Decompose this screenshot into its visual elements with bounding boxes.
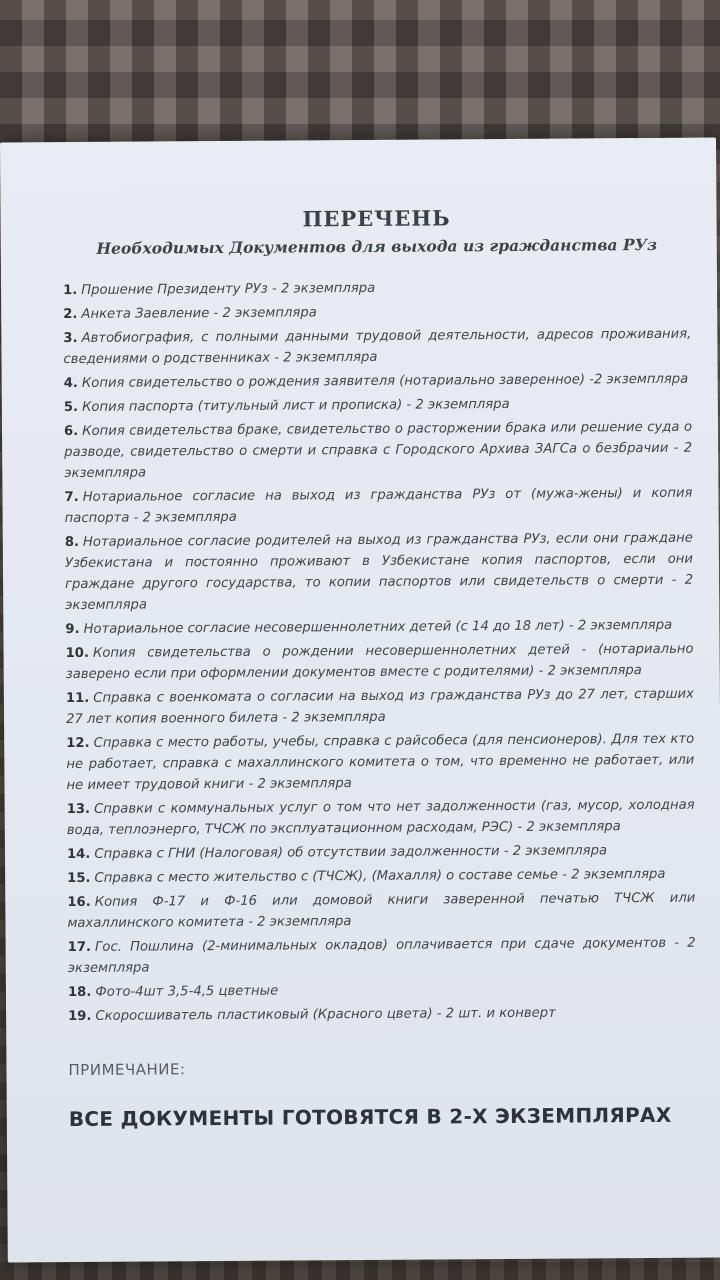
document-subtitle: Необходимых Документов для выхода из гражданства РУз bbox=[96, 234, 658, 258]
item-number: 10. bbox=[65, 645, 90, 662]
list-item bbox=[65, 615, 693, 640]
list-item bbox=[63, 300, 691, 325]
list-item bbox=[64, 417, 692, 484]
list-item bbox=[64, 393, 692, 418]
item-text: Прошение Президенту РУз - 2 экземпляра bbox=[81, 280, 376, 298]
item-text: Копия свидетельство о рождения заявителя (нотариально заверенное) -2 экземпляра bbox=[81, 371, 689, 391]
item-text: Копия Ф-17 и Ф-16 или домовой книги заверенной печатью ТЧСЖ или махаллинского комитета - 2 экземпляра bbox=[67, 890, 696, 932]
item-text: Копия свидетельства браке, свидетельство о расторжении брака или решение суда о разводе, свидетельство о смерти и справка с Городского Архива ЗАГСа о безбрачии - 2 экземпляра bbox=[64, 419, 693, 482]
document-sheet bbox=[0, 138, 720, 1263]
list-item bbox=[65, 528, 694, 616]
item-number: 4. bbox=[63, 375, 78, 392]
item-number: 3. bbox=[63, 330, 78, 347]
item-number: 15. bbox=[67, 870, 91, 887]
item-number: 17. bbox=[67, 939, 92, 956]
item-text: Гос. Пошлина (2-минимальных окладов) оплачивается при сдаче документов - 2 экземпляра bbox=[67, 935, 696, 977]
list-item bbox=[64, 483, 692, 529]
item-text: Справка с место работы, учебы, справка с райсобеса (для пенсионеров). Для тех кто не работает, справка с махаллинского комитета о том, что временно не работает, или не имеет трудовой книги - 2 экземпляра bbox=[66, 731, 695, 794]
item-number: 2. bbox=[63, 306, 78, 323]
note-label: ПРИМЕЧАНИЕ: bbox=[68, 1060, 186, 1080]
item-text: Копия свидетельства о рождении несовершеннолетних детей - (нотариально заверено если при оформлении документов вместе с родителями) - 2 экземпляра bbox=[65, 641, 694, 683]
item-number: 13. bbox=[66, 801, 91, 818]
document-list bbox=[63, 276, 696, 1027]
item-text: Нотариальное согласие несовершеннолетних детей (с 14 до 18 лет) - 2 экземпляра bbox=[83, 617, 673, 637]
list-item bbox=[67, 795, 695, 841]
list-item bbox=[67, 864, 695, 889]
item-number: 9. bbox=[65, 621, 80, 638]
footer-notice: ВСЕ ДОКУМЕНТЫ ГОТОВЯТСЯ В 2-Х ЭКЗЕМПЛЯРАХ bbox=[68, 1102, 672, 1132]
item-text: Скоросшиватель пластиковый (Красного цвета) - 2 шт. и конверт bbox=[95, 1005, 556, 1024]
list-item bbox=[67, 888, 695, 934]
item-text: Справка с ГНИ (Налоговая) об отсутствии задолженности - 2 экземпляра bbox=[94, 843, 608, 862]
item-number: 16. bbox=[67, 894, 91, 911]
fabric-background bbox=[0, 0, 720, 150]
document-title: ПЕРЕЧЕНЬ bbox=[302, 205, 451, 232]
item-text: Автобиография, с полными данными трудовой деятельности, адресов проживания, сведениями о родственниках - 2 экземпляра bbox=[63, 326, 692, 368]
item-number: 12. bbox=[66, 735, 90, 752]
item-text: Справка с военкомата о согласии на выход из гражданства РУз до 27 лет, старших 27 лет копия военного билета - 2 экземпляра bbox=[65, 686, 694, 728]
list-item bbox=[66, 684, 694, 730]
list-item bbox=[66, 639, 694, 685]
item-text: Фото-4шт 3,5-4,5 цветные bbox=[95, 983, 279, 1000]
list-item bbox=[68, 1002, 696, 1027]
item-number: 1. bbox=[62, 282, 78, 299]
list-item bbox=[68, 978, 696, 1003]
item-text: Нотариальное согласие родителей на выход из гражданства РУз, если они граждане Узбекистана и постоянно проживают в Узбекистане копия паспортов, если они граждане другого государства, то копии паспортов или свидетельств о смерти - 2 экземпляра bbox=[64, 530, 694, 614]
item-number: 7. bbox=[64, 489, 79, 506]
item-number: 19. bbox=[68, 1008, 92, 1025]
item-text: Анкета Заевление - 2 экземпляра bbox=[81, 305, 317, 322]
item-number: 8. bbox=[64, 534, 80, 551]
list-item bbox=[63, 324, 691, 370]
list-item bbox=[66, 729, 694, 796]
item-number: 5. bbox=[63, 399, 79, 416]
item-number: 18. bbox=[67, 984, 92, 1001]
item-number: 14. bbox=[66, 846, 91, 863]
item-text: Нотариальное согласие на выход из гражданства РУз от (мужа-жены) и копия паспорта - 2 экземпляра bbox=[64, 485, 693, 527]
list-item bbox=[64, 369, 692, 394]
item-text: Справка с место жительство с (ТЧСЖ), (Махалля) о составе семье - 2 экземпляра bbox=[94, 866, 666, 886]
document-content bbox=[62, 204, 696, 1131]
item-text: Копия паспорта (титульный лист и прописка) - 2 экземпляра bbox=[81, 396, 510, 415]
item-number: 11. bbox=[65, 690, 90, 707]
list-item bbox=[68, 933, 696, 979]
item-text: Справки с коммунальных услуг о том что нет задолженности (газ, мусор, холодная вода, теплоэнерго, ТЧСЖ по эксплуатационном расходам, РЭС) - 2 экземпляра bbox=[66, 797, 695, 839]
list-item bbox=[63, 276, 691, 301]
list-item bbox=[67, 840, 695, 865]
item-number: 6. bbox=[63, 423, 79, 440]
